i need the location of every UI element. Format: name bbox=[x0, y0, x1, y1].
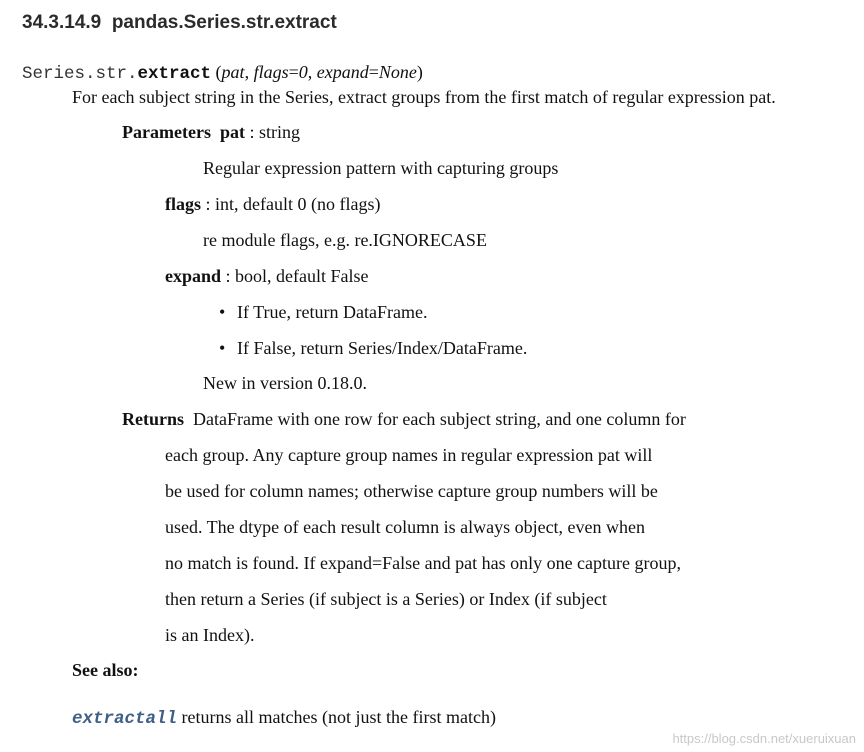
signature-param-flags: flags bbox=[253, 62, 289, 82]
signature-expand-default: None bbox=[378, 62, 417, 82]
section-heading bbox=[22, 12, 337, 34]
param-pat-name: pat bbox=[219, 122, 245, 142]
param-flags-description: re module flags, e.g. re.IGNORECASE bbox=[203, 230, 487, 250]
signature-open-paren: ( bbox=[215, 62, 222, 82]
list-item bbox=[219, 338, 527, 359]
list-item bbox=[219, 302, 427, 323]
returns-line: each group. Any capture group names in regular expression pat will bbox=[165, 445, 653, 465]
signature-name: extract bbox=[137, 64, 212, 84]
summary-text: For each subject string in the Series, extract groups from the first match of regular expression pat. bbox=[72, 87, 776, 107]
returns-first-row bbox=[122, 409, 686, 430]
see-also-label: See also: bbox=[72, 660, 139, 680]
see-also-entry bbox=[72, 707, 496, 729]
signature-param-expand: expand bbox=[316, 62, 369, 82]
returns-line: be used for column names; otherwise capture group numbers will be bbox=[165, 481, 658, 501]
signature-close-paren: ) bbox=[416, 62, 423, 82]
signature-prefix: Series.str. bbox=[22, 64, 138, 84]
param-pat-row bbox=[122, 122, 300, 143]
param-flags-name: flags bbox=[165, 194, 201, 214]
signature-param-pat: pat bbox=[221, 62, 245, 82]
returns-line: used. The dtype of each result column is always object, even when bbox=[165, 517, 646, 537]
param-flags-row bbox=[165, 194, 380, 215]
param-flags-type: : int, default 0 (no flags) bbox=[201, 194, 381, 214]
signature-eq-2: = bbox=[368, 62, 379, 82]
see-also-description: returns all matches (not just the first match) bbox=[177, 707, 496, 727]
section-title: pandas.Series.str.extract bbox=[111, 12, 337, 33]
signature-eq-1: = bbox=[288, 62, 299, 82]
function-signature bbox=[22, 62, 423, 84]
returns-label: Returns bbox=[122, 409, 184, 429]
signature-sep-2: , bbox=[307, 62, 317, 82]
bullet-icon: • bbox=[219, 302, 226, 322]
param-expand-type: : bool, default False bbox=[221, 266, 369, 286]
returns-line: then return a Series (if subject is a Series) or Index (if subject bbox=[165, 589, 607, 609]
param-expand-row bbox=[165, 266, 369, 287]
returns-line: DataFrame with one row for each subject string, and one column for bbox=[193, 409, 686, 429]
extractall-link[interactable]: extractall bbox=[72, 709, 178, 729]
list-item-text: If True, return DataFrame. bbox=[237, 302, 428, 322]
list-item-text: If False, return Series/Index/DataFrame. bbox=[237, 338, 528, 358]
returns-line: is an Index). bbox=[165, 625, 255, 645]
version-note: New in version 0.18.0. bbox=[203, 373, 367, 393]
param-pat-type: : string bbox=[244, 122, 300, 142]
signature-flags-default: 0 bbox=[298, 62, 308, 82]
bullet-icon: • bbox=[219, 338, 226, 358]
param-expand-name: expand bbox=[165, 266, 222, 286]
watermark: https://blog.csdn.net/xueruixuan bbox=[672, 731, 856, 746]
returns-line: no match is found. If expand=False and pat has only one capture group, bbox=[165, 553, 682, 573]
parameters-label: Parameters bbox=[122, 122, 211, 142]
section-number: 34.3.14.9 bbox=[22, 12, 102, 33]
param-pat-description: Regular expression pattern with capturing groups bbox=[203, 158, 559, 178]
signature-sep-1: , bbox=[244, 62, 254, 82]
